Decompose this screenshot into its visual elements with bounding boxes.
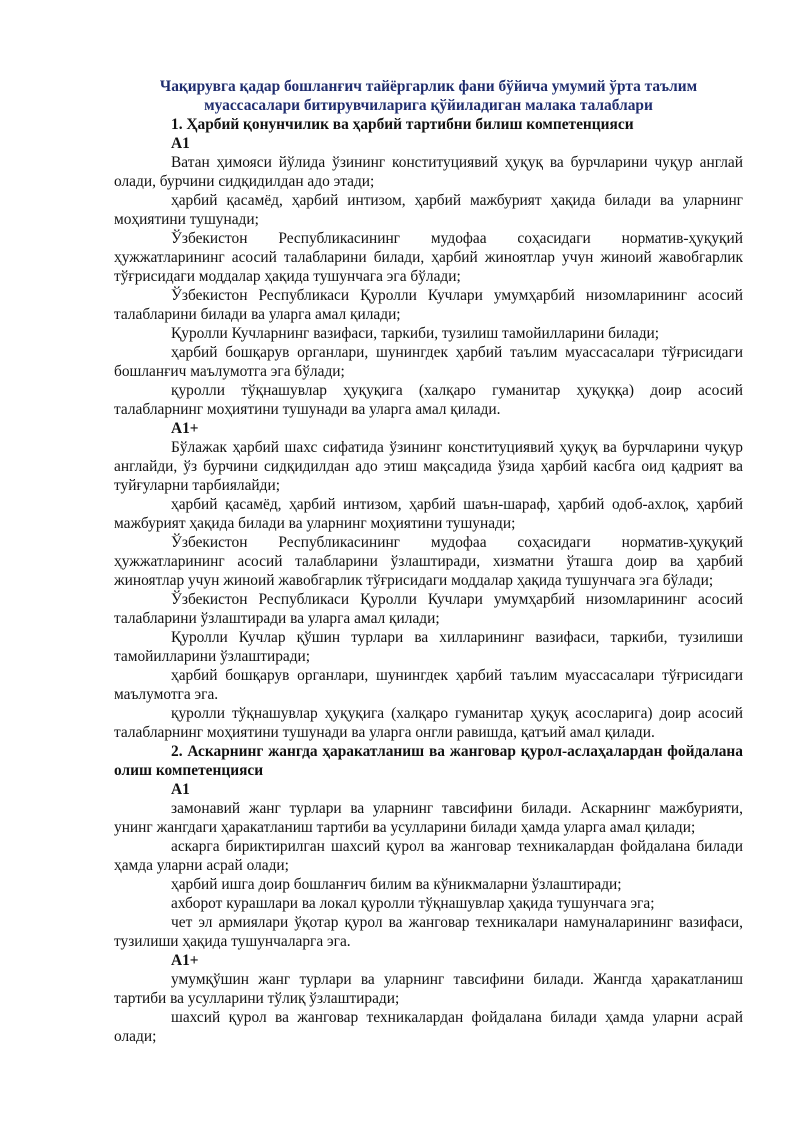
requirement-paragraph: замонавий жанг турлари ва уларнинг тавсифини билади. Аскарнинг мажбурияти, унинг жангдаги ҳаракатланиш тартиби ва усулларини билади ҳамда уларга амал қилади;	[114, 800, 743, 836]
level-label: А1	[171, 135, 190, 152]
title-line-1: Чақирувга қадар бошланғич тайёргарлик фани бўйича умумий ўрта таълим	[159, 78, 698, 95]
requirement-paragraph: ҳарбий қасамёд, ҳарбий интизом, ҳарбий мажбурият ҳақида билади ва уларнинг моҳиятини тушунади;	[114, 192, 743, 228]
section-heading: 1. Ҳарбий қонунчилик ва ҳарбий тартибни билиш компетенцияси	[171, 116, 634, 133]
requirement-paragraph: Ўзбекистон Республикасининг мудофаа соҳасидаги норматив-ҳуқуқий ҳужжатларининг асосий талабларини ўзлаштиради, хизматни ўташга доир ва ҳарбий жиноятлар учун жиноий жавобгарлик тўғрисидаги моддалар ҳақида тушунчага эга бўлади;	[114, 534, 743, 589]
document-body	[114, 115, 743, 1046]
requirement-paragraph: ахборот курашлари ва локал қуролли тўқнашувлар ҳақида тушунчага эга;	[171, 895, 655, 912]
requirement-paragraph: ҳарбий ишга доир бошланғич билим ва кўникмаларни ўзлаштиради;	[171, 876, 622, 893]
requirement-paragraph: шахсий қурол ва жанговар техникалардан фойдалана билади ҳамда уларни асрай олади;	[114, 1009, 743, 1045]
requirement-paragraph: Ўзбекистон Республикаси Қуролли Кучлари умумҳарбий низомларининг асосий талабларини ўзлаштиради ва уларга амал қилади;	[114, 591, 743, 627]
requirement-paragraph: ҳарбий бошқарув органлари, шунингдек ҳарбий таълим муассасалари тўғрисидаги маълумотга эга.	[114, 667, 743, 703]
section-heading: 2. Аскарнинг жангда ҳаракатланиш ва жанговар қурол-аслаҳалардан фойдалана олиш компетенцияси	[114, 743, 743, 779]
level-label: А1+	[171, 420, 199, 437]
requirement-paragraph: Қуролли Кучларнинг вазифаси, таркиби, тузилиш тамойилларини билади;	[171, 325, 660, 342]
requirement-paragraph: умумқўшин жанг турлари ва уларнинг тавсифини билади. Жангда ҳаракатланиш тартиби ва усулларини тўлиқ ўзлаштиради;	[114, 971, 743, 1007]
requirement-paragraph: аскарга бириктирилган шахсий қурол ва жанговар техникалардан фойдалана билади ҳамда уларни асрай олади;	[114, 838, 743, 874]
level-label: А1+	[171, 952, 199, 969]
requirement-paragraph: ҳарбий қасамёд, ҳарбий интизом, ҳарбий шаън-шараф, ҳарбий одоб-ахлоқ, ҳарбий мажбурият ҳақида билади ва уларнинг моҳиятини тушунади;	[114, 496, 743, 532]
level-label: А1	[171, 781, 190, 798]
requirement-paragraph: қуролли тўқнашувлар ҳуқуқига (халқаро гуманитар ҳуқуқ асосларига) доир асосий талабларнинг моҳиятини тушунади ва уларга онгли равишда, қатъий амал қилади.	[114, 705, 743, 741]
title-line-2: муассасалари битирувчиларига қўйиладиган малака талаблари	[204, 97, 653, 114]
requirement-paragraph: чет эл армиялари ўқотар қурол ва жанговар техникалари намуналарининг вазифаси, тузилиши ҳақида тушунчаларга эга.	[114, 914, 743, 950]
requirement-paragraph: ҳарбий бошқарув органлари, шунингдек ҳарбий таълим муассасалари тўғрисидаги бошланғич маълумотга эга бўлади;	[114, 344, 743, 380]
requirement-paragraph: Бўлажак ҳарбий шахс сифатида ўзининг конституциявий ҳуқуқ ва бурчларини чуқур англайди, ўз бурчини сидқидилдан адо этиш мақсадида ўзида ҳарбий касбга оид қадрият ва туйғуларни тарбиялайди;	[114, 439, 743, 494]
requirement-paragraph: Қуролли Кучлар қўшин турлари ва хилларининг вазифаси, таркиби, тузилиши тамойилларини ўзлаштиради;	[114, 629, 743, 665]
document-title	[114, 77, 743, 115]
requirement-paragraph: Ватан ҳимояси йўлида ўзининг конституциявий ҳуқуқ ва бурчларини чуқур англай олади, бурчини сидқидилдан адо этади;	[114, 154, 743, 190]
requirement-paragraph: қуролли тўқнашувлар ҳуқуқига (халқаро гуманитар ҳуқуққа) доир асосий талабларнинг моҳиятини тушунади ва уларга амал қилади.	[114, 382, 743, 418]
requirement-paragraph: Ўзбекистон Республикаси Қуролли Кучлари умумҳарбий низомларининг асосий талабларини билади ва уларга амал қилади;	[114, 287, 743, 323]
requirement-paragraph: Ўзбекистон Республикасининг мудофаа соҳасидаги норматив-ҳуқуқий ҳужжатларининг асосий талабларини билади, ҳарбий жиноятлар учун жиноий жавобгарлик тўғрисидаги моддалар ҳақида тушунчага эга бўлади;	[114, 230, 743, 285]
